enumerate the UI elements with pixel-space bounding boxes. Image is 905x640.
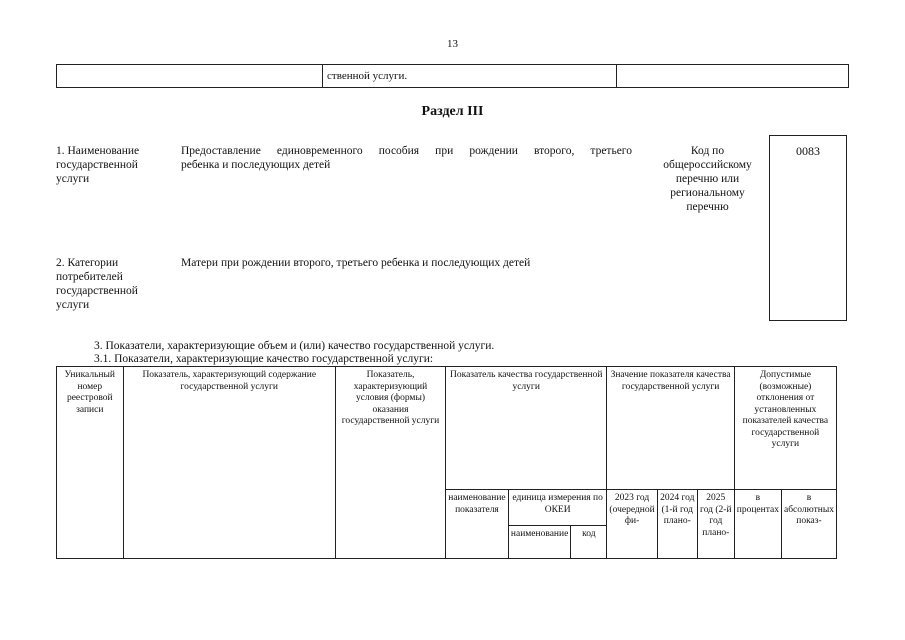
- continuation-table: [56, 64, 849, 88]
- header-year-2025: 2025 год (2-й год плано-: [697, 490, 734, 559]
- header-unit-okei: единица измерения по ОКЕИ: [508, 490, 607, 526]
- item1-value-line1: Предоставление единовременного пособия при рождении второго, третьего: [181, 145, 632, 157]
- header-unit-name: наименование: [508, 526, 570, 559]
- header-conditions-indicator: Показатель, характеризующий условия (формы) оказания государственной услуги: [335, 367, 445, 559]
- code-box: 0083: [769, 135, 847, 321]
- code-label: Код по общероссийскому перечню или региональному перечню: [663, 145, 752, 213]
- header-year-2023: 2023 год (очередной фи-: [607, 490, 657, 559]
- header-indicator-name: наименование показателя: [446, 490, 509, 559]
- heading-3-1: 3.1. Показатели, характеризующие качество государственной услуги:: [94, 353, 434, 365]
- header-unit-code: код: [571, 526, 607, 559]
- header-indicator-value: Значение показателя качества государственной услуги: [607, 367, 734, 490]
- header-absolute: в абсолютных показ-: [781, 490, 836, 559]
- page-number: 13: [447, 38, 458, 50]
- header-unique-number: Уникальный номер реестровой записи: [57, 367, 124, 559]
- item1-label: 1. Наименование государственной услуги: [56, 145, 140, 185]
- header-quality-indicator: Показатель качества государственной услуги: [446, 367, 607, 490]
- table-cell: ственной услуги.: [323, 65, 617, 88]
- item2-label: 2. Категории потребителей государственной услуги: [56, 257, 138, 311]
- header-percent: в процентах: [734, 490, 781, 559]
- table-cell: [57, 65, 323, 88]
- item1-value-line2: ребенка и последующих детей: [181, 159, 331, 171]
- quality-indicators-table: [56, 366, 837, 559]
- table-row: [57, 367, 837, 490]
- item2-value: Матери при рождении второго, третьего ребенка и последующих детей: [181, 257, 531, 269]
- section-title: Раздел III: [421, 104, 484, 119]
- heading-3: 3. Показатели, характеризующие объем и (или) качество государственной услуги.: [94, 340, 495, 352]
- header-deviation: Допустимые (возможные) отклонения от установленных показателей качества государственной услуги: [734, 367, 836, 490]
- header-year-2024: 2024 год (1-й год плано-: [657, 490, 697, 559]
- table-row: [57, 65, 849, 88]
- table-cell: [617, 65, 849, 88]
- header-content-indicator: Показатель, характеризующий содержание государственной услуги: [123, 367, 335, 559]
